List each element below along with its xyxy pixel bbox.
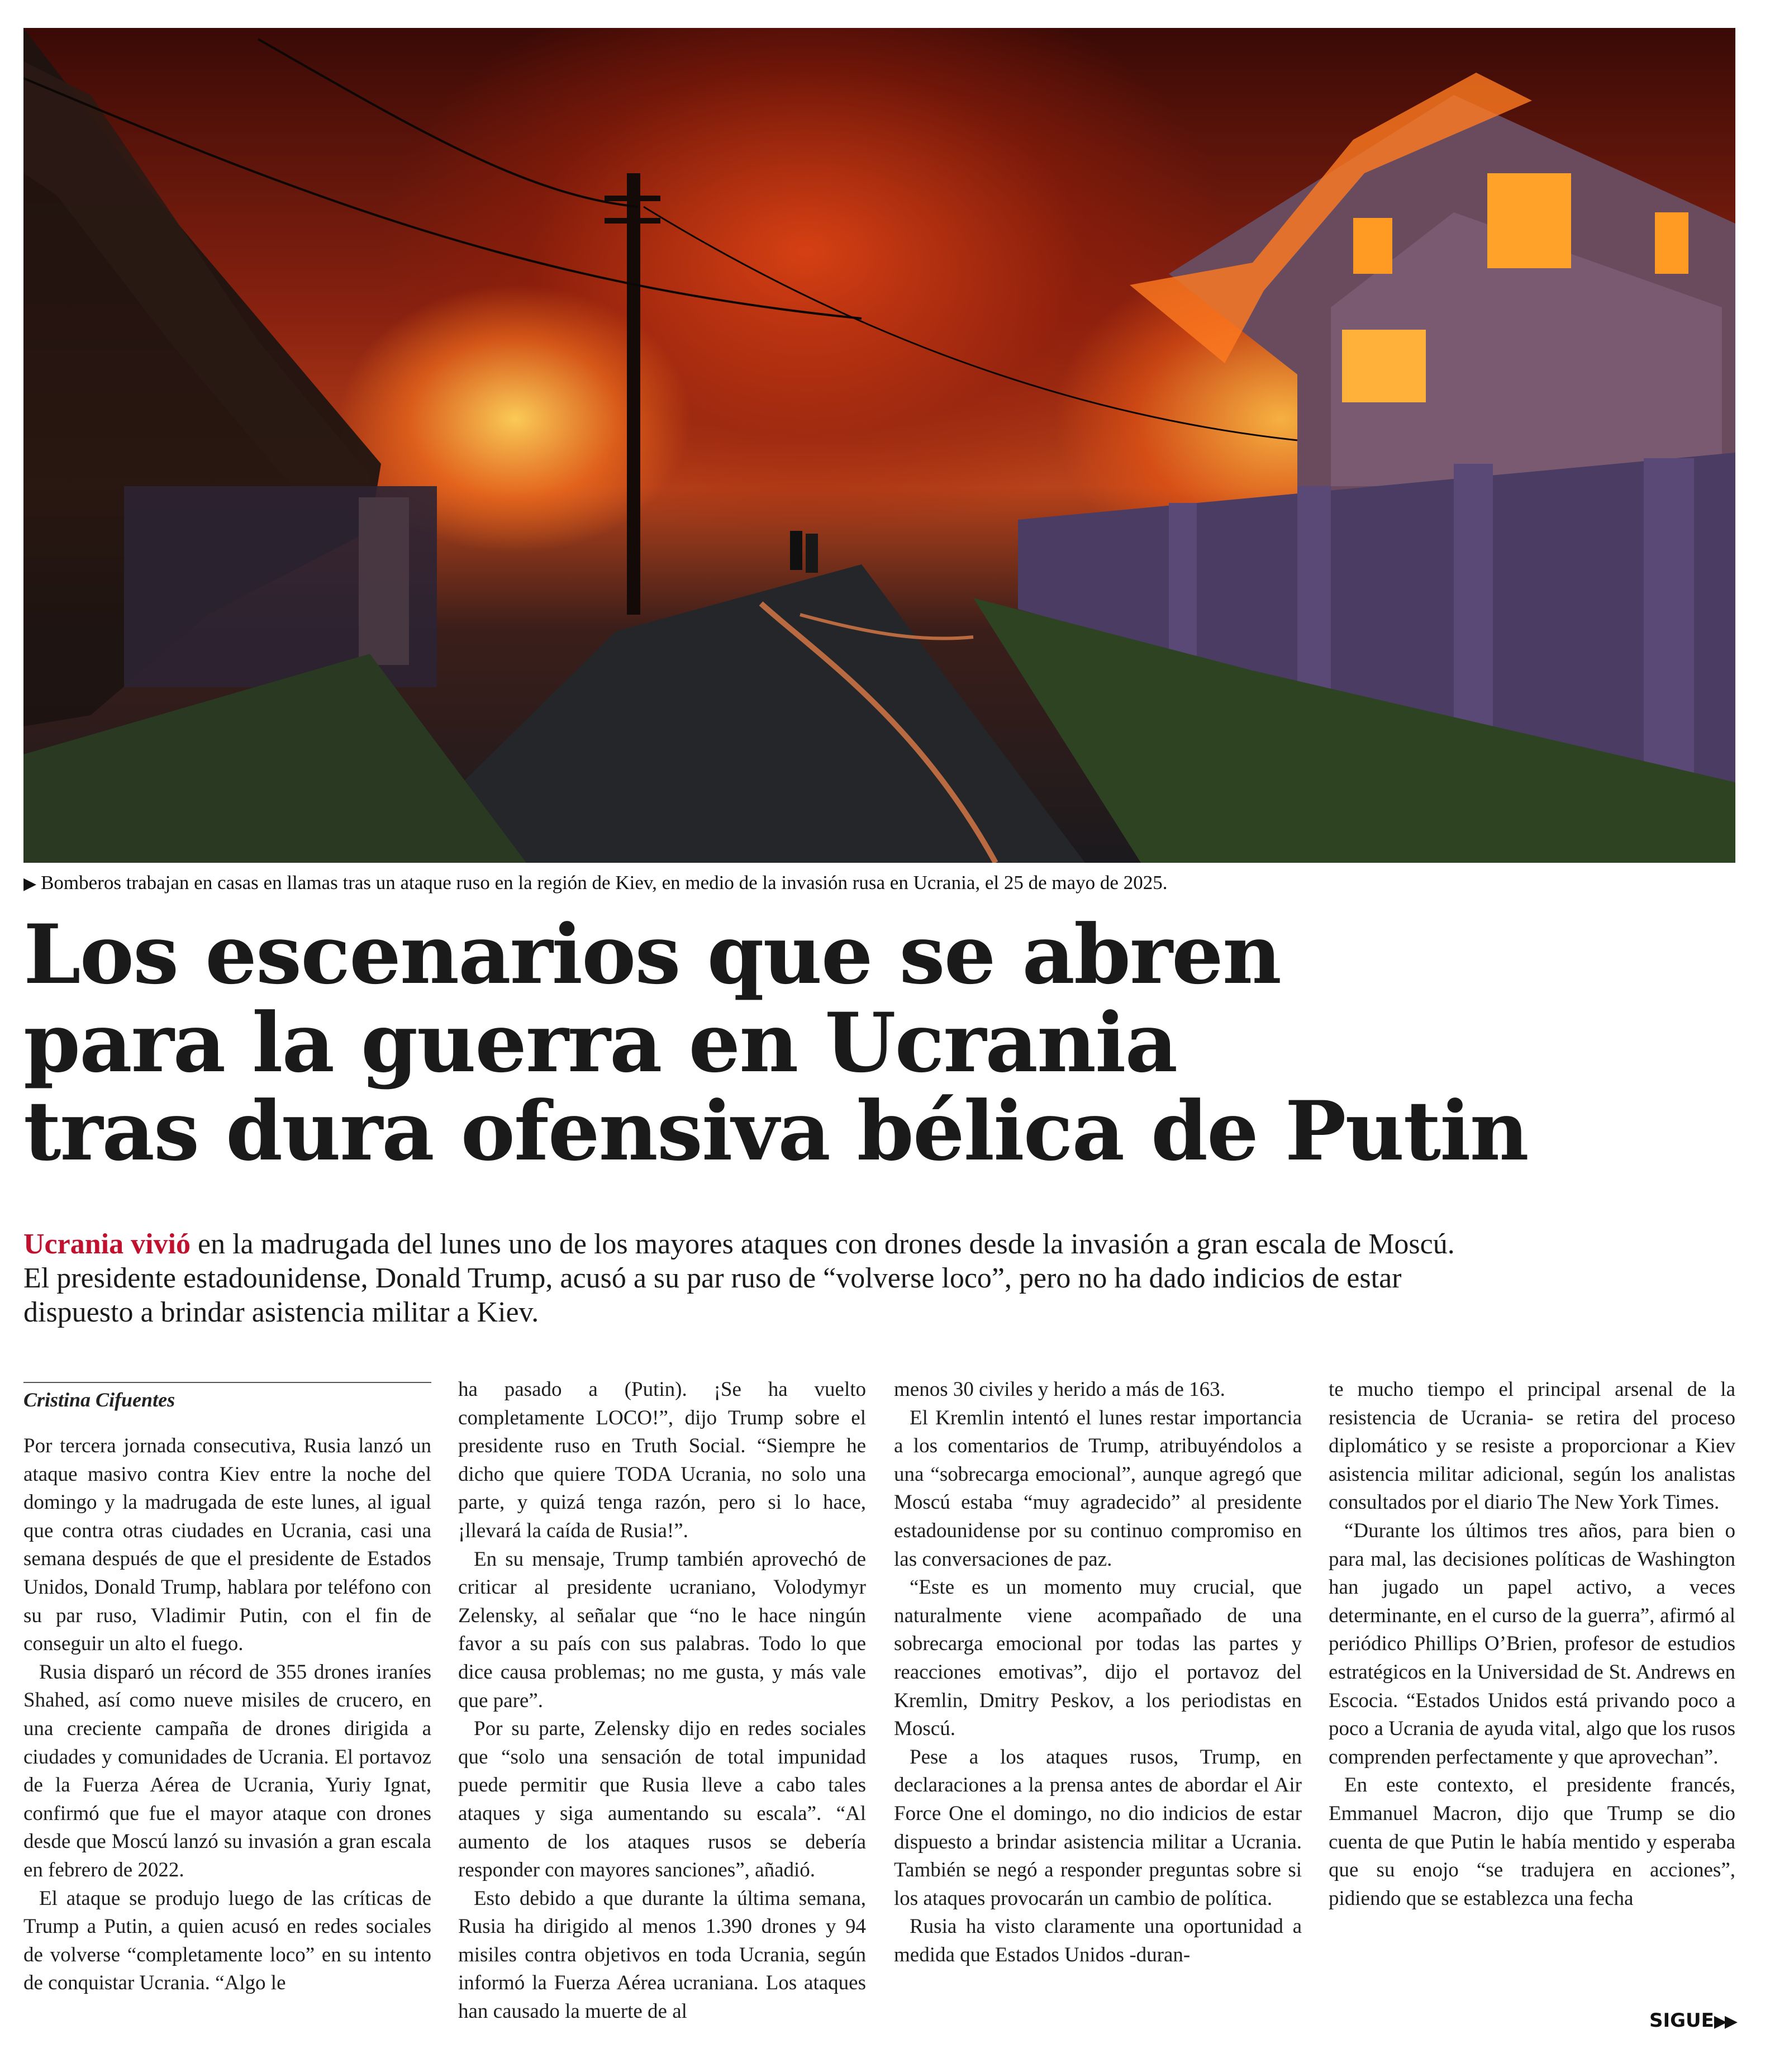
- paragraph: te mucho tiempo el principal arsenal de la resistencia de Ucrania- se retira del proceso diplomático y se resiste a proporcionar a Kiev asistencia militar adicional, según los analistas consultados por el diario The New York Times.: [1329, 1378, 1735, 1514]
- paragraph: El ataque se produjo luego de las críticas de Trump a Putin, a quien acusó en redes sociales de volverse “completamente loco” en su intento de conquistar Ucrania. “Algo le: [23, 1886, 431, 1995]
- paragraph: El Kremlin intentó el lunes restar importancia a los comentarios de Trump, atribuyéndolos a una “sobrecarga emocional”, aunque agregó que Moscú estaba “muy agradecido” al presidente estadounidense por su continuo compromiso en las conversaciones de paz.: [894, 1406, 1302, 1571]
- paragraph: En este contexto, el presidente francés, Emmanuel Macron, dijo que Trump se dio cuenta de que Putin le había mentido y esperaba que su enojo “se tradujera en acciones”, pidiendo que se establezca una fecha: [1329, 1774, 1735, 1910]
- paragraph: Esto debido a que durante la última semana, Rusia ha dirigido al menos 1.390 drones y 94 misiles contra objetivos en toda Ucrania, según informó la Fuerza Aérea ucraniana. Los ataques han causado la muerte de al: [458, 1886, 866, 2023]
- sigue-label: SIGUE: [1649, 2009, 1714, 2032]
- headline-line: Los escenarios que se abren: [23, 907, 1281, 1002]
- double-arrow-icon: ▶▶: [1714, 2012, 1735, 2031]
- paragraph: En su mensaje, Trump también aprovechó de criticar al presidente ucraniano, Volodymyr Zelensky, al señalar que “no le hace ningún favor a su país con sus palabras. Todo lo que dice causa problemas; no me gusta, y más vale que pare”.: [458, 1547, 866, 1712]
- lede: [23, 1227, 1487, 1329]
- caption-text: Bomberos trabajan en casas en llamas tras un ataque ruso en la región de Kiev, en medio de la invasión rusa en Ucrania, el 25 de mayo de 2025.: [41, 872, 1168, 894]
- continue-indicator: [1649, 2009, 1735, 2032]
- article-column-2: [458, 1376, 866, 2026]
- paragraph: Rusia ha visto claramente una oportunidad a medida que Estados Unidos -duran-: [894, 1915, 1302, 1966]
- paragraph: ha pasado a (Putin). ¡Se ha vuelto completamente LOCO!”, dijo Trump sobre el presidente ruso en Truth Social. “Siempre he dicho que quiere TODA Ucrania, no solo una parte, y quizá tenga razón, pero si lo hace, ¡llevará la caída de Rusia!”.: [458, 1378, 866, 1542]
- paragraph: Por su parte, Zelensky dijo en redes sociales que “solo una sensación de total impunidad puede permitir que Rusia lleve a cabo tales ataques y siga aumentando su escala”. “Al aumento de los ataques rusos se debería responder con mayores sanciones”, añadió.: [458, 1717, 866, 1882]
- photo-illustration: [23, 28, 1735, 863]
- photo-caption: [23, 872, 1735, 894]
- byline: Cristina Cifuentes: [23, 1389, 175, 1411]
- article-column-1: [23, 1432, 431, 1998]
- paragraph: “Durante los últimos tres años, para bien o para mal, las decisiones políticas de Washington han jugado un papel activo, a veces determinante, en el curso de la guerra”, afirmó al periódico Phillips O’Brien, profesor de estudios estratégicos en la Universidad de St. Andrews en Escocia. “Estados Unidos está privando poco a poco a Ucrania de ayuda vital, algo que los rusos comprenden perfectamente y que aprovechan”.: [1329, 1519, 1735, 1769]
- paragraph: “Este es un momento muy crucial, que naturalmente viene acompañado de una sobrecarga emocional por todas las partes y reacciones emotivas”, dijo el portavoz del Kremlin, Dmitry Peskov, a los periodistas en Moscú.: [894, 1576, 1302, 1741]
- headline-line: tras dura ofensiva bélica de Putin: [23, 1083, 1528, 1179]
- lede-kicker: Ucrania vivió: [23, 1228, 191, 1260]
- headline-line: para la guerra en Ucrania: [23, 995, 1177, 1091]
- article-column-4: [1329, 1376, 1735, 1913]
- paragraph: Por tercera jornada consecutiva, Rusia lanzó un ataque masivo contra Kiev entre la noche del domingo y la madrugada de este lunes, al igual que contra otras ciudades en Ucrania, casi una semana después de que el presidente de Estados Unidos, Donald Trump, hablara por teléfono con su par ruso, Vladimir Putin, con el fin de conseguir un alto el fuego.: [23, 1434, 431, 1656]
- burning-houses-photo: [23, 28, 1735, 863]
- byline-rule: [23, 1382, 431, 1383]
- lede-text: en la madrugada del lunes uno de los mayores ataques con drones desde la invasión a gran escala de Moscú. El presidente estadounidense, Donald Trump, acusó a su par ruso de “volverse loco”, pero no ha dado indicios de estar dispuesto a brindar asistencia militar a Kiev.: [23, 1228, 1455, 1328]
- paragraph: Rusia disparó un récord de 355 drones iraníes Shahed, así como nueve misiles de crucero, en una creciente campaña de drones dirigida a ciudades y comunidades de Ucrania. El portavoz de la Fuerza Aérea de Ucrania, Yuriy Ignat, confirmó que fue el mayor ataque con drones desde que Moscú lanzó su invasión a gran escala en febrero de 2022.: [23, 1660, 431, 1881]
- headline: [23, 907, 1588, 1179]
- article-column-3: [894, 1376, 1302, 1969]
- paragraph: Pese a los ataques rusos, Trump, en declaraciones a la prensa antes de abordar el Air Force One el domingo, no dio indicios de estar dispuesto a brindar asistencia militar a Ucrania. También se negó a responder preguntas sobre si los ataques provocarán un cambio de política.: [894, 1745, 1302, 1910]
- caption-marker-icon: ▶: [23, 875, 37, 893]
- paragraph: menos 30 civiles y herido a más de 163.: [894, 1378, 1225, 1401]
